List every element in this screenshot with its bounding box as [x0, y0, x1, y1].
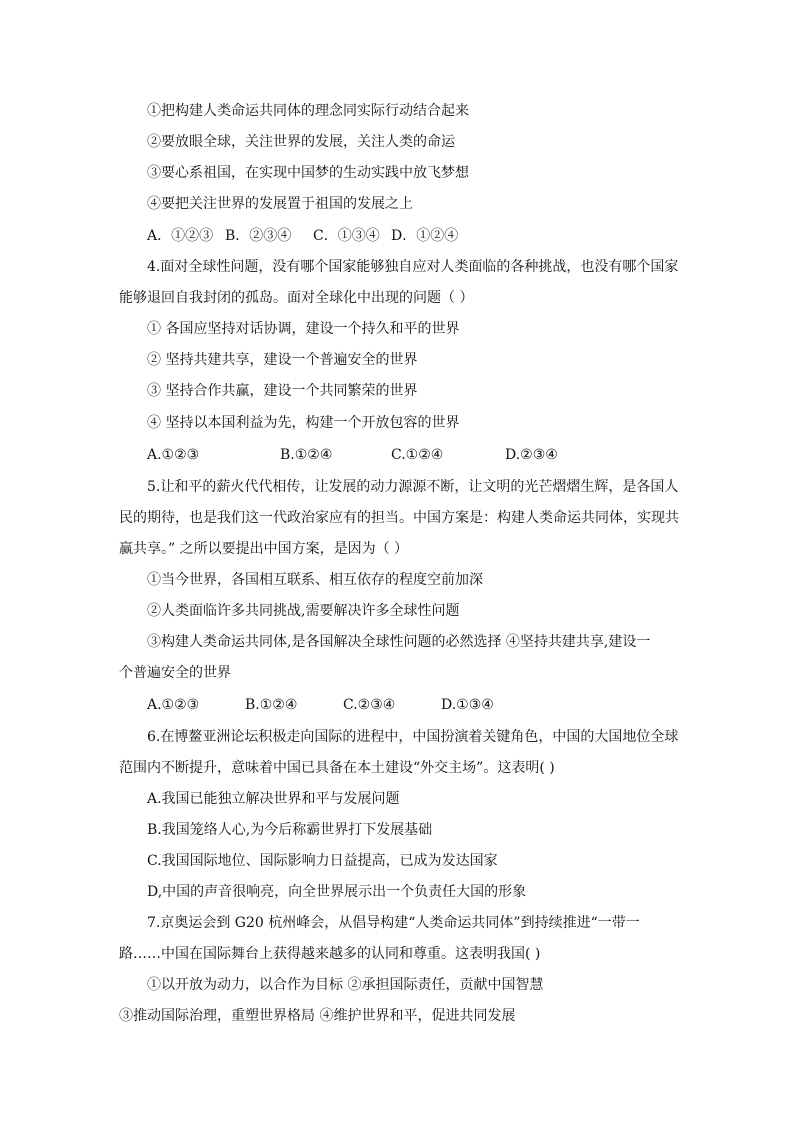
q3-option-b: B．②③④: [225, 228, 292, 244]
q6-stem-line-1: 6.在博鳌亚洲论坛积极走向国际的进程中，中国扮演着关键角色，中国的大国地位全球: [147, 729, 679, 745]
q4-stem-line-1: 4.面对全球性问题，没有哪个国家能够独自应对人类面临的各种挑战，也没有哪个国家: [147, 259, 679, 275]
q5-item-1: ①当今世界，各国相互联系、相互依存的程度空前加深: [147, 572, 483, 588]
q4-option-a: A.①②③: [147, 447, 200, 463]
q5-option-b: B.①②④: [245, 697, 298, 713]
q5-item-3-line-1: ③构建人类命运共同体,是各国解决全球性问题的必然选择 ④坚持共建共享,建设一: [147, 634, 651, 650]
q5-options: [147, 695, 494, 715]
q4-item-2: ② 坚持共建共享，建设一个普遍安全的世界: [147, 352, 418, 368]
q4-option-b: B.①②④: [280, 447, 333, 463]
q5-option-a: A.①②③: [147, 697, 200, 713]
q4-options: [147, 445, 558, 465]
q6-choice-c: C.我国国际地位、国际影响力日益提高，已成为发达国家: [147, 853, 498, 869]
q5-stem-line-2: 民的期待，也是我们这一代政治家应有的担当。中国方案是：构建人类命运共同体，实现共: [119, 510, 679, 526]
q3-item-3: ③要心系祖国，在实现中国梦的生动实践中放飞梦想: [147, 165, 469, 181]
q6-choice-a: A.我国已能独立解决世界和平与发展问题: [147, 791, 400, 807]
q3-option-a: A．①②③: [147, 228, 214, 244]
q3-item-2: ②要放眼全球，关注世界的发展，关注人类的命运: [147, 134, 455, 150]
q5-item-2: ②人类面临许多共同挑战,需要解决许多全球性问题: [147, 603, 460, 619]
q4-option-c: C.①②④: [391, 447, 444, 463]
q6-stem-line-2: 范围内不断提升，意味着中国已具备在本土建设“外交主场”。这表明( ): [119, 760, 555, 776]
q6-choice-d: D,中国的声音很响亮，向全世界展示出一个负责任大国的形象: [147, 884, 527, 900]
q4-stem-line-2: 能够退回自我封闭的孤岛。面对全球化中出现的问题（ ）: [119, 290, 474, 306]
q5-stem-line-1: 5.让和平的薪火代代相传，让发展的动力源源不断，让文明的光芒熠熠生辉，是各国人: [147, 479, 679, 495]
q7-stem-line-2: 路……中国在国际舞台上获得越来越多的认同和尊重。这表明我国( ): [119, 946, 541, 962]
q5-option-c: C.②③④: [343, 697, 396, 713]
q5-item-3-line-2: 个普遍安全的世界: [119, 665, 231, 681]
q3-item-1: ①把构建人类命运共同体的理念同实际行动结合起来: [147, 103, 469, 119]
q5-stem-line-3: 赢共享。” 之所以要提出中国方案，是因为（ ）: [119, 541, 409, 557]
q3-options: [147, 226, 458, 246]
q7-stem-line-1: 7.京奥运会到 G20 杭州峰会，从倡导构建“人类命运共同体”到持续推进“一带一: [147, 915, 640, 931]
q3-option-d: D．①②④: [391, 228, 459, 244]
q4-item-4: ④ 坚持以本国利益为先，构建一个开放包容的世界: [147, 415, 460, 431]
q7-items-line-2: ③推动国际治理，重塑世界格局 ④维护世界和平，促进共同发展: [119, 1008, 516, 1024]
q6-choice-b: B.我国笼络人心,为今后称霸世界打下发展基础: [147, 822, 433, 838]
q7-items-line-1: ①以开放为动力，以合作为目标 ②承担国际责任，贡献中国智慧: [147, 977, 544, 993]
q5-option-d: D.①③④: [441, 697, 494, 713]
q4-item-3: ③ 坚持合作共赢，建设一个共同繁荣的世界: [147, 383, 418, 399]
q3-option-c: C．①③④: [313, 228, 380, 244]
q4-option-d: D.②③④: [505, 447, 558, 463]
q4-item-1: ① 各国应坚持对话协调，建设一个持久和平的世界: [147, 321, 460, 337]
q3-item-4: ④要把关注世界的发展置于祖国的发展之上: [147, 196, 413, 212]
